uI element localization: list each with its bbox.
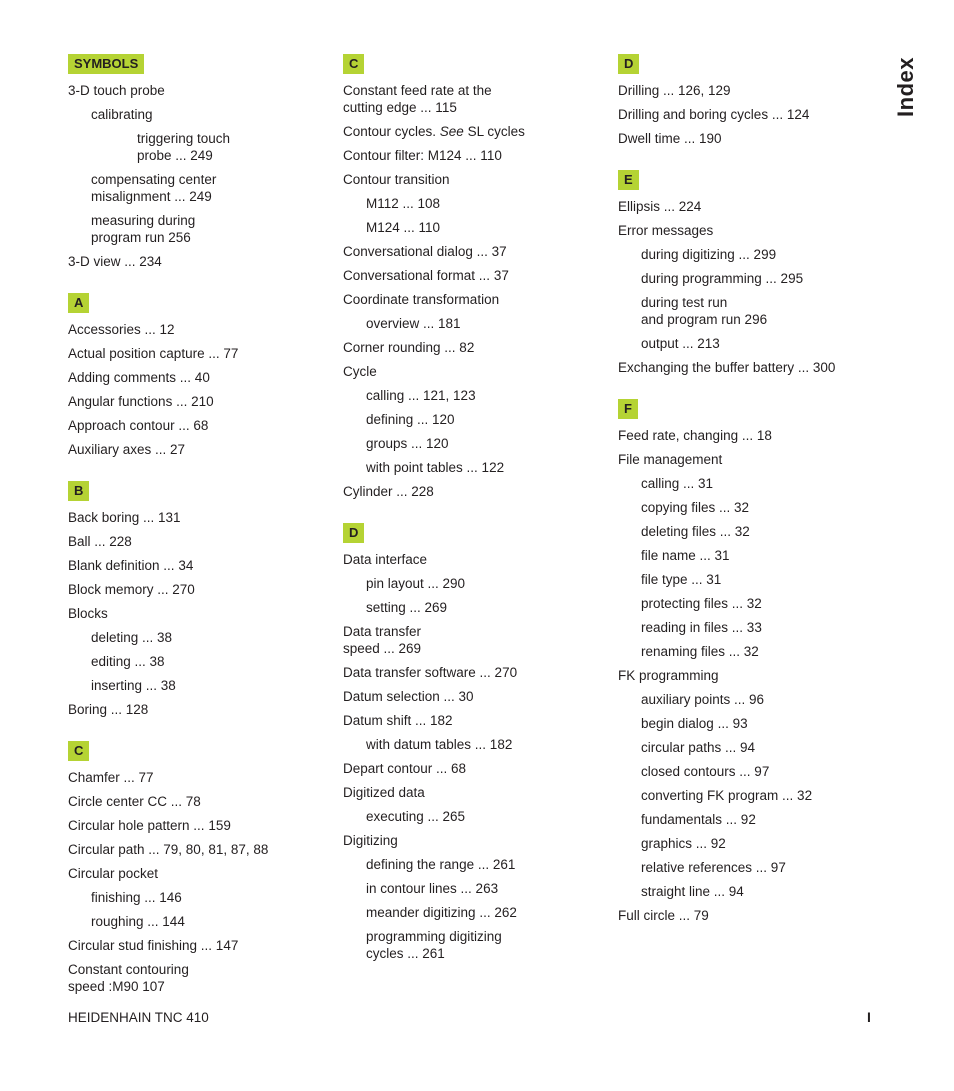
index-entry: Error messages [618,222,714,238]
section-letter-badge: C [343,54,364,74]
index-entry: Depart contour ... 68 [343,760,467,776]
index-subentry: executing ... 265 [366,808,466,824]
index-entry: Back boring ... 131 [68,509,181,525]
section-letter-badge: F [618,399,638,419]
index-section [68,461,323,721]
index-subentry: relative references ... 97 [641,859,786,875]
index-subentry: during digitizing ... 299 [641,246,777,262]
index-subentry: closed contours ... 97 [641,763,770,779]
index-subentry: copying files ... 32 [641,499,750,515]
entry-text-after: SL cycles [463,123,525,139]
index-entry: Circular stud finishing ... 147 [68,937,239,953]
index-entry: Cycle [343,363,377,379]
index-entry: Datum shift ... 182 [343,712,453,728]
section-letter-badge: B [68,481,89,501]
index-subentry: in contour lines ... 263 [366,880,499,896]
index-entry: Ellipsis ... 224 [618,198,702,214]
index-subentry: auxiliary points ... 96 [641,691,765,707]
index-subentry: reading in files ... 33 [641,619,762,635]
index-entry: Blocks [68,605,108,621]
index-subentry: M112 ... 108 [366,195,441,211]
index-entry: FK programming [618,667,719,683]
index-subentry: protecting files ... 32 [641,595,762,611]
index-entry: Chamfer ... 77 [68,769,154,785]
index-subentry: during programming ... 295 [641,270,804,286]
index-entry: Accessories ... 12 [68,321,175,337]
index-subentry: output ... 213 [641,335,720,351]
index-entry: Approach contour ... 68 [68,417,209,433]
index-entry: Data transfer software ... 270 [343,664,518,680]
index-entry: 3-D view ... 234 [68,253,162,269]
index-entry: Cylinder ... 228 [343,483,434,499]
index-section [68,273,323,461]
index-column-1 [68,54,323,998]
index-subentry: setting ... 269 [366,599,448,615]
index-section [618,150,873,379]
index-section [343,503,598,965]
index-entry: Circular pocket [68,865,159,881]
see-reference: See [439,123,464,139]
index-subentry: converting FK program ... 32 [641,787,813,803]
index-subentry: fundamentals ... 92 [641,811,756,827]
index-entry: File management [618,451,723,467]
index-subentry: finishing ... 146 [91,889,182,905]
index-entry: Coordinate transformation [343,291,500,307]
index-section [68,54,323,273]
index-subentry: calling ... 121, 123 [366,387,476,403]
index-subentry: measuring during program run 256 [91,212,196,245]
index-subentry: calling ... 31 [641,475,714,491]
section-letter-badge: E [618,170,639,190]
index-subentry: triggering touch probe ... 249 [137,130,231,163]
index-entry: Contour transition [343,171,450,187]
index-subentry: programming digitizing cycles ... 261 [366,928,502,961]
index-entry: Feed rate, changing ... 18 [618,427,772,443]
index-title [891,56,921,118]
index-entry: Circle center CC ... 78 [68,793,201,809]
index-subentry: inserting ... 38 [91,677,176,693]
index-entry: Circular path ... 79, 80, 81, 87, 88 [68,841,269,857]
index-entry: Adding comments ... 40 [68,369,210,385]
index-entry: Ball ... 228 [68,533,132,549]
index-entry: Constant feed rate at the cutting edge ... 115 [343,82,492,115]
index-entry: Contour filter: M124 ... 110 [343,147,502,163]
index-entry: 3-D touch probe [68,82,165,98]
section-letter-badge: SYMBOLS [68,54,144,74]
index-title-text: Index [893,57,918,117]
index-subentry: pin layout ... 290 [366,575,466,591]
index-entry: Constant contouring speed :M90 107 [68,961,189,994]
index-entry: Block memory ... 270 [68,581,195,597]
index-entry: Corner rounding ... 82 [343,339,475,355]
index-subentry: meander digitizing ... 262 [366,904,517,920]
index-subentry: during test run and program run 296 [641,294,768,327]
entry-text: Contour cycles. [343,123,440,139]
section-letter-badge: C [68,741,89,761]
index-subentry: circular paths ... 94 [641,739,756,755]
index-entry: Dwell time ... 190 [618,130,722,146]
index-entry: Data transfer speed ... 269 [343,623,422,656]
index-subentry: overview ... 181 [366,315,461,331]
index-entry: Datum selection ... 30 [343,688,474,704]
index-entry: Full circle ... 79 [618,907,709,923]
index-subentry: file name ... 31 [641,547,730,563]
section-letter-badge: D [618,54,639,74]
index-entry: Drilling and boring cycles ... 124 [618,106,810,122]
index-section [618,54,873,150]
index-entry: Conversational dialog ... 37 [343,243,507,259]
index-entry: Digitized data [343,784,425,800]
index-subentry: straight line ... 94 [641,883,744,899]
index-entry: Conversational format ... 37 [343,267,509,283]
index-section [68,721,323,998]
index-entry: Data interface [343,551,428,567]
index-subentry: compensating center misalignment ... 249 [91,171,217,204]
index-subentry: editing ... 38 [91,653,165,669]
index-column-3 [618,54,873,927]
index-subentry: defining ... 120 [366,411,455,427]
index-subentry: with datum tables ... 182 [366,736,513,752]
section-letter-badge: A [68,293,89,313]
footer-product: HEIDENHAIN TNC 410 [68,1010,209,1025]
index-entry: Actual position capture ... 77 [68,345,239,361]
index-column-2 [343,54,598,965]
index-subentry: groups ... 120 [366,435,449,451]
index-entry: Boring ... 128 [68,701,149,717]
index-subentry: M124 ... 110 [366,219,441,235]
index-entry: Auxiliary axes ... 27 [68,441,186,457]
index-subentry: file type ... 31 [641,571,722,587]
index-entry [343,119,598,143]
index-subentry: with point tables ... 122 [366,459,505,475]
index-subentry: graphics ... 92 [641,835,726,851]
index-entry: Digitizing [343,832,398,848]
index-entry: Exchanging the buffer battery ... 300 [618,359,836,375]
index-section [343,54,598,503]
index-subentry: calibrating [91,106,153,122]
index-subentry: roughing ... 144 [91,913,185,929]
index-subentry: defining the range ... 261 [366,856,516,872]
footer-page-number: I [867,1009,871,1025]
index-subentry: deleting ... 38 [91,629,173,645]
index-entry: Angular functions ... 210 [68,393,214,409]
section-letter-badge: D [343,523,364,543]
index-entry: Drilling ... 126, 129 [618,82,731,98]
index-subentry: deleting files ... 32 [641,523,750,539]
index-entry: Blank definition ... 34 [68,557,194,573]
index-subentry: begin dialog ... 93 [641,715,748,731]
index-section [618,379,873,927]
index-entry: Circular hole pattern ... 159 [68,817,231,833]
index-subentry: renaming files ... 32 [641,643,759,659]
